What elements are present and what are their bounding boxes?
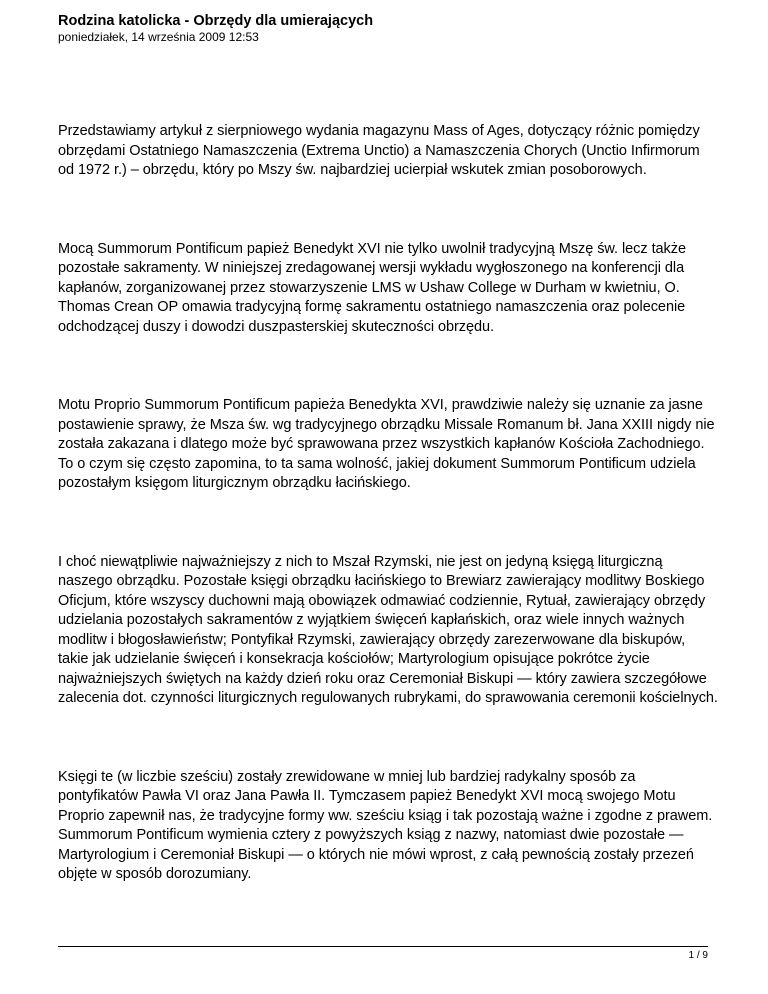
document-header <box>58 13 708 44</box>
footer-divider <box>58 946 708 947</box>
page-number: 1 / 9 <box>688 950 708 961</box>
paragraph: I choć niewątpliwie najważniejszy z nich to Mszał Rzymski, nie jest on jedyną księgą liturgiczną naszego obrządku. Pozostałe księgi obrządku łacińskiego to Brewiarz zawierający modlitwy Boskiego Oficjum, które wszyscy duchowni mają obowiązek odmawiać codziennie, Rytuał, zawierający obrzędy udzielania pozostałych sakramentów z wyjątkiem święceń kapłańskich, oraz wiele innych ważnych modlitw i błogosławieństw; Pontyfikał Rzymski, zawierający obrzędy zarezerwowane dla biskupów, takie jak udzielanie święceń i konsekracja kościołów; Martyrologium opisujące pokrótce życie najważniejszych świętych na każdy dzień roku oraz Ceremoniał Biskupi — który zawiera szczegółowe zalecenia dot. czynności liturgicznych regulowanych rubrykami, do sprawowania ceremonii kościelnych. <box>58 553 718 706</box>
paragraph: Mocą Summorum Pontificum papież Benedykt XVI nie tylko uwolnił tradycyjną Mszę św. lecz także pozostałe sakramenty. W niniejszej zredagowanej wersji wykładu wygłoszonego na konferencji dla kapłanów, zorganizowanej przez stowarzyszenie LMS w Ushaw College w Durham w kwietniu, O. Thomas Crean OP omawia tradycyjną formę sakramentu ostatniego namaszczenia oraz polecenie odchodzącej duszy i dowodzi duszpasterskiej skuteczności obrzędu. <box>58 240 686 335</box>
paragraph: Księgi te (w liczbie sześciu) zostały zrewidowane w mniej lub bardziej radykalny sposób za pontyfikatów Pawła VI oraz Jana Pawła II. Tymczasem papież Benedykt XVI mocą swojego Motu Proprio zapewnił nas, że tradycyjne formy ww. sześciu ksiąg i tak pozostają ważne i zgodne z prawem. Summorum Pontificum wymienia cztery z powyższych ksiąg z nazwy, natomiast dwie pozostałe — Martyrologium i Ceremoniał Biskupi — o których nie mówi wprost, z całą pewnością zostały przezeń objęte w sposób dorozumiany. <box>58 768 713 882</box>
document-date: poniedziałek, 14 września 2009 12:53 <box>58 30 259 44</box>
paragraph: Przedstawiamy artykuł z sierpniowego wydania magazynu Mass of Ages, dotyczący różnic pomiędzy obrzędami Ostatniego Namaszczenia (Extrema Unctio) a Namaszczenia Chorych (Unctio Infirmorum od 1972 r.) – obrzędu, który po Mszy św. najbardziej ucierpiał wskutek zmian posoborowych. <box>58 123 700 178</box>
paragraph: Motu Proprio Summorum Pontificum papieża Benedykta XVI, prawdziwie należy się uznanie za jasne postawienie sprawy, że Msza św. wg tradycyjnego obrządku Missale Romanum bł. Jana XXIII nigdy nie została zakazana i dlatego może być sprawowana przez wszystkich kapłanów Kościoła Zachodniego. To o czym się często zapomina, to ta sama wolność, jakiej dokument Summorum Pontificum udziela pozostałym księgom liturgicznym obrządku łacińskiego. <box>58 397 715 491</box>
article-body <box>58 122 718 944</box>
document-title: Rodzina katolicka - Obrzędy dla umierających <box>58 13 374 29</box>
